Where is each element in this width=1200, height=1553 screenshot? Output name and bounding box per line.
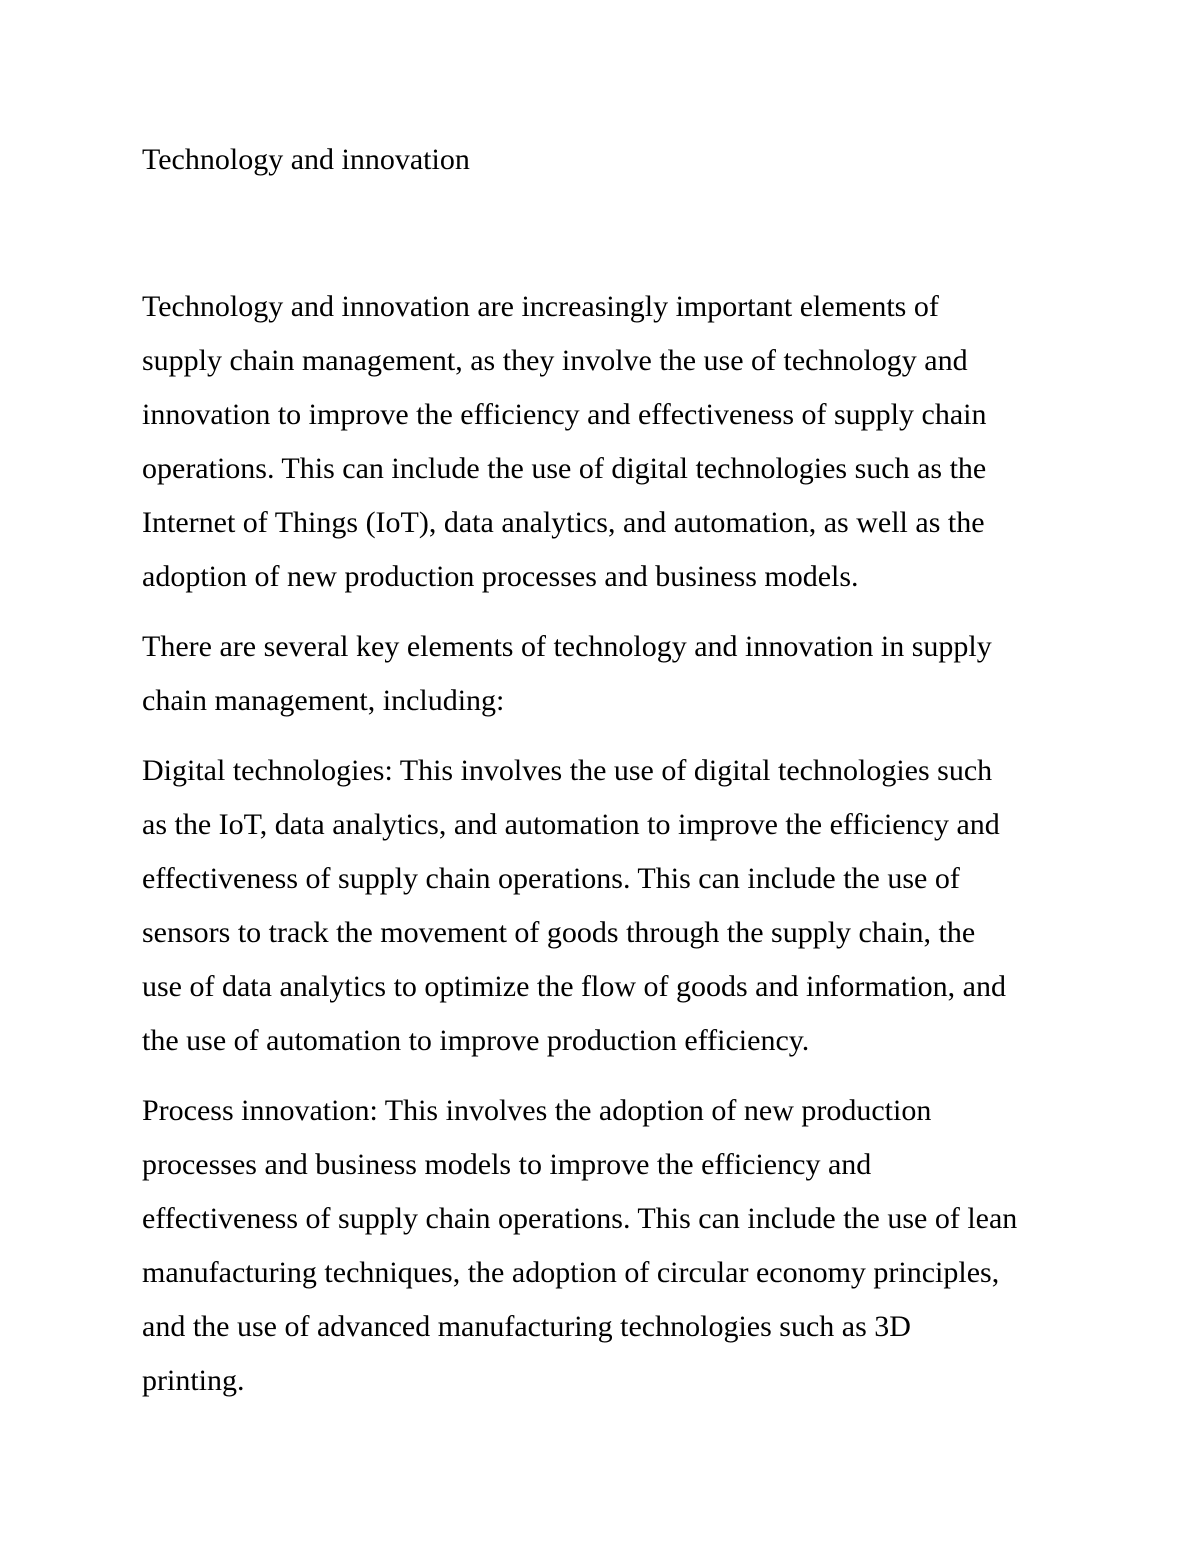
text-line: Technology and innovation are increasingly important elements of <box>142 290 939 323</box>
text-line: There are several key elements of technology and innovation in supply <box>142 630 992 663</box>
text-line: manufacturing techniques, the adoption of circular economy principles, <box>142 1256 1000 1289</box>
text-line: Process innovation: This involves the adoption of new production <box>142 1094 932 1127</box>
text-line: printing. <box>142 1364 245 1397</box>
text-line: Digital technologies: This involves the use of digital technologies such <box>142 754 993 787</box>
text-line: processes and business models to improve the efficiency and <box>142 1148 872 1181</box>
text-line: use of data analytics to optimize the flow of goods and information, and <box>142 970 1006 1003</box>
document-title: Technology and innovation <box>142 143 470 176</box>
paragraph-intro <box>142 280 1072 604</box>
text-line: as the IoT, data analytics, and automation to improve the efficiency and <box>142 808 1000 841</box>
text-line: the use of automation to improve production efficiency. <box>142 1024 810 1057</box>
text-line: Internet of Things (IoT), data analytics, and automation, as well as the <box>142 506 985 539</box>
text-line: effectiveness of supply chain operations. This can include the use of lean <box>142 1202 1018 1235</box>
text-line: innovation to improve the efficiency and effectiveness of supply chain <box>142 398 987 431</box>
text-line: operations. This can include the use of digital technologies such as the <box>142 452 987 485</box>
text-line: adoption of new production processes and business models. <box>142 560 859 593</box>
text-line: and the use of advanced manufacturing technologies such as 3D <box>142 1310 911 1343</box>
paragraph-digital-technologies <box>142 744 1072 1068</box>
text-line: supply chain management, as they involve the use of technology and <box>142 344 968 377</box>
text-line: effectiveness of supply chain operations. This can include the use of <box>142 862 960 895</box>
document-body <box>142 280 1072 1424</box>
text-line: sensors to track the movement of goods through the supply chain, the <box>142 916 976 949</box>
text-line: chain management, including: <box>142 684 505 717</box>
paragraph-key-elements <box>142 620 1072 728</box>
paragraph-process-innovation <box>142 1084 1072 1408</box>
